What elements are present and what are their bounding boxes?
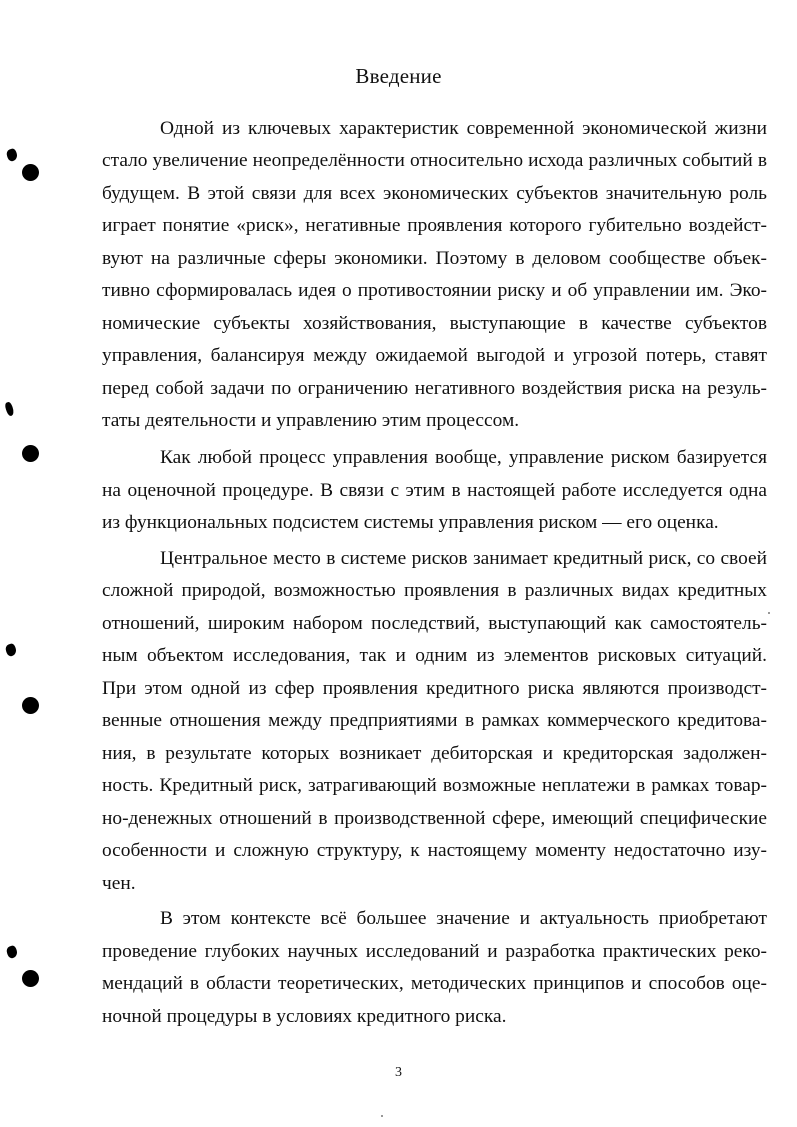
paragraph-1-line: управления, балансируя между ожидаемой выгодой и угрозой потерь, ставят bbox=[102, 345, 767, 366]
paragraph-3-line: отношений, широким набором последствий, выступающий как самостоятель- bbox=[102, 613, 767, 634]
paragraph-3-line: сложной природой, возможностью проявления в различных видах кредитных bbox=[102, 580, 767, 601]
paragraph-2-line: Как любой процесс управления вообще, управление риском базируется bbox=[160, 447, 767, 468]
binder-hole-4 bbox=[22, 970, 39, 987]
paragraph-3-line: венные отношения между предприятиями в рамках коммерческого кредитова- bbox=[102, 710, 767, 731]
paragraph-1-line: таты деятельности и управлению этим процессом. bbox=[102, 410, 520, 431]
binder-hole-3 bbox=[22, 697, 39, 714]
paragraph-3-line: ность. Кредитный риск, затрагивающий возможные неплатежи в рамках товар- bbox=[102, 775, 767, 796]
paragraph-2-line: на оценочной процедуре. В связи с этим в настоящей работе исследуется одна bbox=[102, 480, 767, 501]
paragraph-3-line: При этом одной из сфер проявления кредитного риска являются производст- bbox=[102, 678, 767, 699]
binder-hole-2 bbox=[22, 445, 39, 462]
paragraph-4-line: ночной процедуры в условиях кредитного риска. bbox=[102, 1006, 507, 1027]
paragraph-3-line: Центральное место в системе рисков занимает кредитный риск, со своей bbox=[160, 548, 767, 569]
paragraph-3-line: чен. bbox=[102, 873, 136, 894]
paragraph-1-line: Одной из ключевых характеристик современной экономической жизни bbox=[160, 118, 767, 139]
paragraph-4-line: В этом контексте всё большее значение и актуальность приобретают bbox=[160, 908, 767, 929]
paragraph-2-line: из функциональных подсистем системы управления риском — его оценка. bbox=[102, 512, 719, 533]
paragraph-1-line: будущем. В этой связи для всех экономических субъектов значительную роль bbox=[102, 183, 767, 204]
paragraph-3-line: особенности и сложную структуру, к настоящему моменту недостаточно изу- bbox=[102, 840, 767, 861]
paragraph-3-line: ным объектом исследования, так и одним из элементов рисковых ситуаций. bbox=[102, 645, 767, 666]
paragraph-3-line: но-денежных отношений в производственной сфере, имеющий специфические bbox=[102, 808, 767, 829]
paragraph-4-line: мендаций в области теоретических, методических принципов и способов оце- bbox=[102, 973, 767, 994]
page-title: Введение bbox=[355, 64, 442, 88]
binder-mark-4 bbox=[5, 945, 19, 960]
scan-speck bbox=[381, 1115, 383, 1117]
paragraph-1-line: играет понятие «риск», негативные проявления которого губительно воздейст- bbox=[102, 215, 767, 236]
binder-mark-1 bbox=[5, 148, 19, 163]
binder-mark-3 bbox=[4, 643, 18, 658]
binder-hole-1 bbox=[22, 164, 39, 181]
paragraph-1-line: номические субъекты хозяйствования, выступающие в качестве субъектов bbox=[102, 313, 767, 334]
paragraph-1-line: перед собой задачи по ограничению негативного воздействия риска на резуль- bbox=[102, 378, 767, 399]
page-number: 3 bbox=[395, 1065, 402, 1080]
paragraph-1-line: вуют на различные сферы экономики. Поэтому в деловом сообществе объек- bbox=[102, 248, 767, 269]
paragraph-3-line: ния, в результате которых возникает дебиторская и кредиторская задолжен- bbox=[102, 743, 767, 764]
paragraph-1-line: тивно сформировалась идея о противостоянии риску и об управлении им. Эко- bbox=[102, 280, 767, 301]
paragraph-1-line: стало увеличение неопределённости относительно исхода различных событий в bbox=[102, 150, 767, 171]
paragraph-4-line: проведение глубоких научных исследований и разработка практических реко- bbox=[102, 941, 767, 962]
binder-mark-2 bbox=[4, 401, 15, 417]
scan-speck bbox=[768, 612, 770, 614]
